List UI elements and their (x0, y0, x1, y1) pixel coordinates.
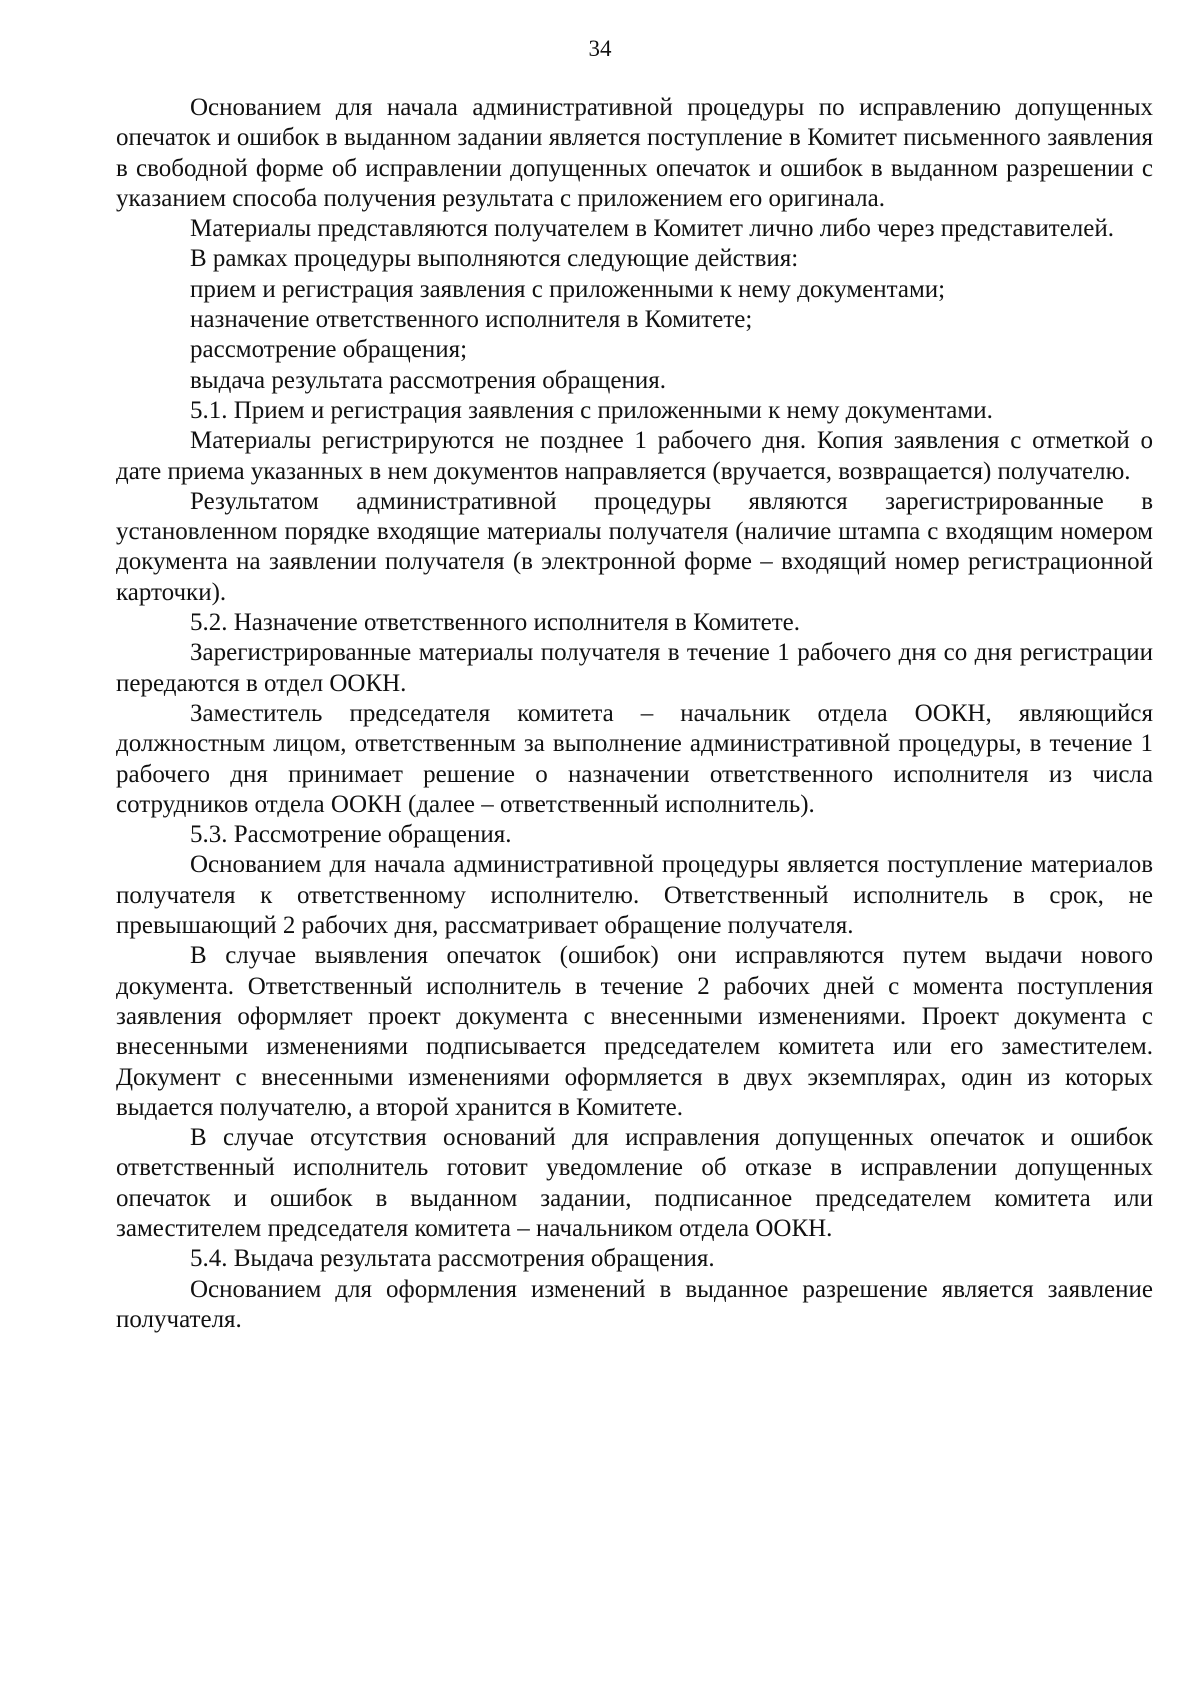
list-item-reception: прием и регистрация заявления с приложенными к нему документами; (190, 275, 946, 303)
section-heading-5-4: 5.4. Выдача результата рассмотрения обращения. (190, 1245, 715, 1273)
paragraph-changes-grounds: Основанием для оформления изменений в выданное разрешение является заявление получателя. (116, 1275, 1153, 1333)
document-body (116, 93, 1153, 1335)
list-item-review: рассмотрение обращения; (190, 336, 468, 364)
paragraph-refusal-notice: В случае отсутствия оснований для исправления допущенных опечаток и ошибок ответственный исполнитель готовит уведомление об отказе в исправлении допущенных опечаток и ошибок в выданном задании, подписанное председателем комитета или заместителем председателя комитета – начальником отдела ООКН. (116, 1124, 1153, 1242)
paragraph-executor-assignment: Заместитель председателя комитета – начальник отдела ООКН, являющийся должностным лицом, ответственным за выполнение административной процедуры, в течение 1 рабочего дня принимает решение о назначении ответственного исполнителя из числа сотрудников отдела ООКН (далее – ответственный исполнитель). (116, 699, 1153, 818)
page-number: 34 (588, 36, 612, 61)
paragraph-procedure-actions: В рамках процедуры выполняются следующие действия: (190, 245, 799, 273)
paragraph-error-correction: В случае выявления опечаток (ошибок) они исправляются путем выдачи нового документа. Ответственный исполнитель в течение 2 рабочих дней с момента поступления заявления оформляет проект документа с внесенными изменениями. Проект документа с внесенными изменениями подписывается председателем комитета или его заместителем. Документ с внесенными изменениями оформляется в двух экземплярах, один из которых выдается получателю, а второй хранится в Комитете. (116, 942, 1153, 1121)
section-heading-5-2: 5.2. Назначение ответственного исполнителя в Комитете. (190, 609, 801, 637)
paragraph-review-grounds: Основанием для начала административной процедуры является поступление материалов получателя к ответственному исполнителю. Ответственный исполнитель в срок, не превышающий 2 рабочих дня, рассматривает обращение получателя. (116, 851, 1153, 940)
section-heading-5-1: 5.1. Прием и регистрация заявления с приложенными к нему документами. (190, 396, 993, 424)
paragraph-registration-result: Результатом административной процедуры являются зарегистрированные в установленном порядке входящие материалы получателя (наличие штампа с входящим номером документа на заявлении получателя (в электронной форме – входящий номер регистрационной карточки). (116, 487, 1153, 606)
paragraph-registration-term: Материалы регистрируются не позднее 1 рабочего дня. Копия заявления с отметкой о дате приема указанных в нем документов направляется (вручается, возвращается) получателю. (116, 427, 1153, 485)
list-item-assignment: назначение ответственного исполнителя в Комитете; (190, 306, 753, 334)
paragraph-transfer-to-department: Зарегистрированные материалы получателя в течение 1 рабочего дня со дня регистрации передаются в отдел ООКН. (116, 639, 1153, 697)
paragraph-materials-submission: Материалы представляются получателем в Комитет лично либо через представителей. (190, 215, 1114, 243)
section-heading-5-3: 5.3. Рассмотрение обращения. (190, 821, 512, 849)
list-item-issue-result: выдача результата рассмотрения обращения. (190, 366, 666, 394)
paragraph-grounds-correction: Основанием для начала административной процедуры по исправлению допущенных опечаток и ошибок в выданном задании является поступление в Комитет письменного заявления в свободной форме об исправлении допущенных опечаток и ошибок в выданном разрешении с указанием способа получения результата с приложением его оригинала. (116, 94, 1153, 212)
